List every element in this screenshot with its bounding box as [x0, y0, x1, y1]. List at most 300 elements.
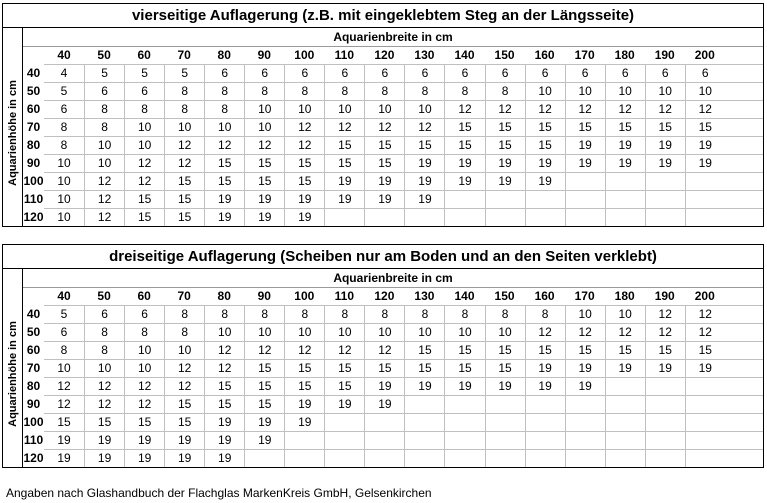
- table-cell: 12: [324, 342, 364, 359]
- column-header: 40: [57, 48, 71, 62]
- table-cell: [324, 414, 364, 431]
- column-header: 180: [614, 48, 635, 62]
- table-cell: 12: [164, 360, 204, 377]
- table-cell: [444, 396, 484, 413]
- table-cell: 12: [645, 324, 685, 341]
- table-cell: 15: [645, 342, 685, 359]
- table-cell: 6: [685, 65, 725, 82]
- table-cell: 8: [164, 101, 204, 118]
- y-axis-label: [3, 28, 23, 226]
- table-cell: 15: [164, 396, 204, 413]
- table-cell: [485, 414, 525, 431]
- table-cell: 19: [444, 155, 484, 172]
- table-cell: [324, 209, 364, 226]
- table-cell: 10: [57, 210, 71, 224]
- table-cell: 10: [164, 342, 204, 359]
- row-header: 60: [26, 343, 41, 357]
- table-cell: [565, 450, 605, 467]
- table-title: vierseitige Auflagerung (z.B. mit eingeklebtem Steg an der Längsseite): [3, 4, 763, 28]
- table-cell: [485, 209, 525, 226]
- table-cell: 10: [204, 119, 244, 136]
- table-cell: 8: [244, 83, 284, 100]
- table-cell: 12: [364, 119, 404, 136]
- table-cell: 19: [485, 378, 525, 395]
- table-cell: 19: [565, 137, 605, 154]
- table-cell: 15: [204, 155, 244, 172]
- table-row: [44, 341, 763, 359]
- row-headers: [23, 269, 44, 467]
- table-cell: 15: [124, 191, 164, 208]
- table-cell: 12: [244, 342, 284, 359]
- table-cell: [605, 432, 645, 449]
- table-cell: [485, 450, 525, 467]
- table-cell: 12: [685, 306, 725, 323]
- table-cell: 19: [565, 378, 605, 395]
- column-header: 60: [137, 48, 151, 62]
- y-axis-label: [3, 269, 23, 467]
- table-cell: 10: [284, 324, 324, 341]
- table-cell: 8: [444, 306, 484, 323]
- table-cell: 15: [244, 396, 284, 413]
- table-cell: 15: [645, 119, 685, 136]
- column-headers: [44, 46, 763, 64]
- column-header: 50: [97, 48, 111, 62]
- table-cell: 8: [244, 306, 284, 323]
- table-cell: 15: [204, 378, 244, 395]
- table-cell: 19: [525, 360, 565, 377]
- table-cell: 19: [645, 155, 685, 172]
- y-axis-label-text: Aquarienhöhe in cm: [6, 80, 19, 186]
- table-cell: 19: [204, 209, 244, 226]
- table-cell: 19: [57, 451, 71, 465]
- table-cell: 15: [685, 342, 725, 359]
- table-cell: 12: [525, 101, 565, 118]
- table-cell: [605, 450, 645, 467]
- table-cell: 15: [164, 414, 204, 431]
- table-cell: 5: [124, 65, 164, 82]
- table-cell: 12: [565, 324, 605, 341]
- table-cell: 12: [124, 155, 164, 172]
- table-row: [44, 172, 763, 190]
- column-header: 80: [217, 289, 231, 303]
- table-cell: [685, 191, 725, 208]
- table-cell: [444, 414, 484, 431]
- table-cell: 19: [525, 173, 565, 190]
- table-cell: 19: [324, 191, 364, 208]
- table-cell: 15: [284, 378, 324, 395]
- table-cell: [444, 450, 484, 467]
- table-cell: 15: [525, 119, 565, 136]
- table-cell: 12: [84, 191, 124, 208]
- table-cell: 10: [244, 119, 284, 136]
- table-cell: 4: [60, 66, 68, 80]
- table-cell: 19: [404, 191, 444, 208]
- table-cell: 15: [404, 342, 444, 359]
- table-cell: [485, 396, 525, 413]
- table-cell: 15: [244, 173, 284, 190]
- table-row: [44, 208, 763, 226]
- row-header: 40: [26, 66, 41, 80]
- table-cell: 6: [84, 306, 124, 323]
- table-cell: 12: [204, 342, 244, 359]
- table-cell: 8: [60, 343, 68, 357]
- table-cell: 19: [605, 137, 645, 154]
- table-cell: [645, 414, 685, 431]
- table-cell: 8: [284, 83, 324, 100]
- table-cell: 8: [284, 306, 324, 323]
- table-cell: 19: [525, 378, 565, 395]
- table-cell: 8: [164, 306, 204, 323]
- table-cell: [525, 432, 565, 449]
- table-cell: 6: [84, 83, 124, 100]
- column-header: 150: [494, 289, 515, 303]
- table-cell: 15: [404, 137, 444, 154]
- table-cell: 19: [444, 378, 484, 395]
- table-cell: 19: [244, 432, 284, 449]
- table-cell: 15: [57, 415, 71, 429]
- table-cell: 6: [404, 65, 444, 82]
- table-cell: 8: [364, 83, 404, 100]
- table-cell: 10: [605, 83, 645, 100]
- table-cell: 19: [244, 414, 284, 431]
- table-cell: 12: [645, 101, 685, 118]
- table-cell: 8: [364, 306, 404, 323]
- table-cell: 19: [404, 155, 444, 172]
- table-cell: 12: [57, 379, 71, 393]
- column-header: 200: [694, 48, 715, 62]
- table-cell: 10: [124, 137, 164, 154]
- row-header: 110: [23, 192, 44, 206]
- column-header: 140: [454, 289, 475, 303]
- table-cell: 10: [204, 324, 244, 341]
- table-cell: 12: [324, 119, 364, 136]
- table-cell: 6: [244, 65, 284, 82]
- table-cell: [605, 209, 645, 226]
- table-cell: 6: [284, 65, 324, 82]
- table-cell: [645, 209, 685, 226]
- column-header: 130: [414, 289, 435, 303]
- table-cell: 8: [324, 83, 364, 100]
- table-cell: 8: [204, 101, 244, 118]
- table-cell: 6: [364, 65, 404, 82]
- table-cell: 19: [565, 155, 605, 172]
- table-cell: 5: [84, 65, 124, 82]
- table-cell: 6: [204, 65, 244, 82]
- table-cell: 6: [645, 65, 685, 82]
- row-header: 100: [23, 174, 44, 188]
- table-body: [44, 64, 763, 226]
- x-axis-label: Aquarienbreite in cm: [23, 28, 763, 47]
- table-cell: 19: [124, 432, 164, 449]
- row-header: 80: [26, 379, 41, 393]
- row-header: 100: [23, 415, 44, 429]
- table-cell: 12: [284, 342, 324, 359]
- table-cell: 19: [204, 450, 244, 467]
- table-cell: 10: [444, 324, 484, 341]
- table-cell: [284, 432, 324, 449]
- table-cell: 8: [525, 306, 565, 323]
- table-cell: 10: [124, 342, 164, 359]
- column-header: 120: [374, 48, 395, 62]
- table-cell: 12: [485, 101, 525, 118]
- table-cell: 6: [565, 65, 605, 82]
- table-cell: 10: [244, 324, 284, 341]
- table-cell: 12: [284, 137, 324, 154]
- table-row: [44, 413, 763, 431]
- table-row: [44, 323, 763, 341]
- table-cell: 15: [284, 173, 324, 190]
- table-cell: 5: [164, 65, 204, 82]
- column-header: 100: [294, 289, 315, 303]
- row-header: 110: [23, 433, 44, 447]
- table-cell: 10: [525, 83, 565, 100]
- table-cell: 12: [164, 155, 204, 172]
- table-cell: 15: [565, 342, 605, 359]
- table-cell: 19: [324, 396, 364, 413]
- table-cell: 19: [485, 155, 525, 172]
- table-cell: [645, 396, 685, 413]
- table-cell: 10: [324, 324, 364, 341]
- table-cell: [525, 396, 565, 413]
- table-cell: 15: [685, 119, 725, 136]
- table-cell: 10: [605, 306, 645, 323]
- table-cell: 10: [124, 360, 164, 377]
- table-cell: 10: [84, 360, 124, 377]
- table-cell: [605, 378, 645, 395]
- table-cell: 12: [84, 378, 124, 395]
- row-header: 120: [23, 210, 44, 224]
- table-row: [44, 359, 763, 377]
- table-cell: [404, 414, 444, 431]
- table-cell: [605, 173, 645, 190]
- table-cell: 15: [124, 209, 164, 226]
- source-footnote: Angaben nach Glashandbuch der Flachglas MarkenKreis GmbH, Gelsenkirchen: [6, 486, 432, 500]
- table-cell: 19: [204, 414, 244, 431]
- column-header: 150: [494, 48, 515, 62]
- table-row: [44, 377, 763, 395]
- table-cell: 19: [84, 450, 124, 467]
- table-row: [44, 190, 763, 208]
- column-header: 180: [614, 289, 635, 303]
- table-cell: 10: [404, 324, 444, 341]
- table-cell: 19: [164, 432, 204, 449]
- table-cell: 19: [57, 433, 71, 447]
- table-cell: 12: [164, 378, 204, 395]
- table-cell: [364, 414, 404, 431]
- row-header: 50: [26, 84, 41, 98]
- table-cell: 8: [84, 342, 124, 359]
- table-cell: [685, 396, 725, 413]
- table-cell: 12: [364, 342, 404, 359]
- table-cell: 10: [485, 324, 525, 341]
- table-cell: [444, 191, 484, 208]
- table-cell: 12: [605, 324, 645, 341]
- table-row: [44, 136, 763, 154]
- column-header: 70: [177, 289, 191, 303]
- table-cell: [645, 191, 685, 208]
- table-cell: 12: [204, 137, 244, 154]
- table-cell: 8: [324, 306, 364, 323]
- column-header: 110: [334, 48, 355, 62]
- table-cell: [685, 378, 725, 395]
- table-cell: 19: [284, 209, 324, 226]
- table-cell: 10: [404, 101, 444, 118]
- table-cell: 12: [605, 101, 645, 118]
- table-cell: 19: [364, 378, 404, 395]
- table-cell: 15: [525, 137, 565, 154]
- table-row: [44, 305, 763, 323]
- column-header: 170: [574, 289, 595, 303]
- table-cell: 10: [324, 101, 364, 118]
- column-header: 130: [414, 48, 435, 62]
- table-cell: [645, 378, 685, 395]
- table-cell: [565, 173, 605, 190]
- table-cell: 8: [60, 138, 68, 152]
- table-cell: 15: [364, 360, 404, 377]
- table-cell: 5: [60, 307, 68, 321]
- table-cell: [525, 450, 565, 467]
- table-cell: 12: [164, 137, 204, 154]
- column-header: 50: [97, 289, 111, 303]
- table-cell: [364, 432, 404, 449]
- table-cell: 6: [60, 325, 68, 339]
- table-cell: 12: [84, 173, 124, 190]
- row-header: 120: [23, 451, 44, 465]
- y-axis-label-text: Aquarienhöhe in cm: [6, 321, 19, 427]
- table-cell: 15: [124, 414, 164, 431]
- table-cell: 6: [60, 102, 68, 116]
- table-three-sided-support: [2, 244, 764, 468]
- table-cell: 15: [284, 360, 324, 377]
- table-cell: 5: [60, 84, 68, 98]
- table-cell: 19: [565, 360, 605, 377]
- table-cell: 19: [685, 155, 725, 172]
- table-cell: 12: [284, 119, 324, 136]
- table-cell: 15: [485, 137, 525, 154]
- column-header: 190: [654, 48, 675, 62]
- table-cell: 8: [84, 101, 124, 118]
- table-cell: 19: [164, 450, 204, 467]
- table-cell: 19: [404, 173, 444, 190]
- column-header: 80: [217, 48, 231, 62]
- table-cell: 12: [525, 324, 565, 341]
- table-cell: 10: [124, 119, 164, 136]
- table-row: [44, 449, 763, 467]
- table-cell: 8: [60, 120, 68, 134]
- table-cell: 19: [605, 360, 645, 377]
- row-headers: [23, 28, 44, 226]
- table-cell: 15: [204, 173, 244, 190]
- row-header: 70: [26, 120, 41, 134]
- table-row: [44, 431, 763, 449]
- table-cell: 6: [124, 306, 164, 323]
- table-cell: 15: [444, 137, 484, 154]
- table-cell: 12: [645, 306, 685, 323]
- table-cell: [364, 450, 404, 467]
- table-cell: 8: [204, 83, 244, 100]
- table-cell: 19: [485, 173, 525, 190]
- table-cell: 15: [364, 137, 404, 154]
- table-cell: [324, 432, 364, 449]
- table-cell: 12: [124, 378, 164, 395]
- table-cell: 8: [485, 83, 525, 100]
- table-cell: [444, 209, 484, 226]
- column-header: 100: [294, 48, 315, 62]
- table-cell: 15: [364, 155, 404, 172]
- table-cell: 15: [244, 378, 284, 395]
- table-cell: [404, 209, 444, 226]
- table-cell: [244, 450, 284, 467]
- table-cell: 15: [284, 155, 324, 172]
- table-cell: [685, 173, 725, 190]
- table-cell: 19: [124, 450, 164, 467]
- row-header: 50: [26, 325, 41, 339]
- table-cell: 10: [164, 119, 204, 136]
- column-header: 90: [257, 289, 271, 303]
- table-cell: 12: [404, 119, 444, 136]
- table-cell: 15: [605, 119, 645, 136]
- table-cell: 12: [57, 397, 71, 411]
- table-cell: 12: [124, 396, 164, 413]
- table-cell: 12: [124, 173, 164, 190]
- table-cell: [605, 414, 645, 431]
- table-cell: [485, 432, 525, 449]
- column-header: 170: [574, 48, 595, 62]
- table-cell: 15: [324, 360, 364, 377]
- column-header: 60: [137, 289, 151, 303]
- row-header: 60: [26, 102, 41, 116]
- table-grid: [3, 269, 763, 467]
- table-cell: 15: [485, 119, 525, 136]
- table-cell: 10: [565, 83, 605, 100]
- column-header: 140: [454, 48, 475, 62]
- table-cell: 19: [244, 191, 284, 208]
- table-cell: 6: [525, 65, 565, 82]
- table-cell: 19: [525, 155, 565, 172]
- row-header: 70: [26, 361, 41, 375]
- column-header: 120: [374, 289, 395, 303]
- table-cell: [565, 432, 605, 449]
- row-header: 80: [26, 138, 41, 152]
- table-cell: [284, 450, 324, 467]
- table-cell: [364, 209, 404, 226]
- table-cell: 8: [204, 306, 244, 323]
- table-cell: 10: [57, 156, 71, 170]
- table-cell: 10: [284, 101, 324, 118]
- table-cell: 19: [244, 209, 284, 226]
- table-cell: 8: [404, 83, 444, 100]
- table-cell: [404, 450, 444, 467]
- table-cell: 10: [57, 174, 71, 188]
- table-cell: 8: [404, 306, 444, 323]
- table-cell: 15: [525, 342, 565, 359]
- table-cell: 6: [485, 65, 525, 82]
- table-cell: [565, 414, 605, 431]
- table-cell: [444, 432, 484, 449]
- table-body: [44, 305, 763, 467]
- table-cell: 19: [645, 360, 685, 377]
- column-header: 160: [534, 48, 555, 62]
- table-cell: 19: [685, 137, 725, 154]
- table-cell: 15: [444, 119, 484, 136]
- table-cell: 10: [84, 137, 124, 154]
- table-cell: 15: [164, 209, 204, 226]
- column-header: 200: [694, 289, 715, 303]
- table-cell: 19: [404, 378, 444, 395]
- table-cell: 19: [364, 191, 404, 208]
- table-cell: 15: [404, 360, 444, 377]
- table-cell: 8: [444, 83, 484, 100]
